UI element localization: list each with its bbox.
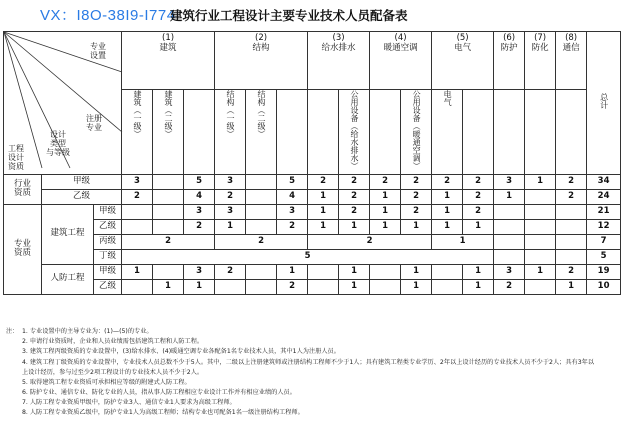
group-industry: 行业 资质: [4, 174, 42, 204]
cell: 2: [401, 174, 432, 189]
grade-jia: 甲级: [94, 264, 122, 279]
label-zhuce-zhuanye: 注册 专业: [86, 114, 102, 133]
cell: [494, 249, 525, 264]
cell: 1: [401, 279, 432, 294]
cell: 4: [184, 189, 215, 204]
table-row: [4, 264, 621, 279]
total-cell: 5: [587, 249, 621, 264]
cell: 1: [463, 264, 494, 279]
table-row: [4, 174, 621, 189]
total-cell: 19: [587, 264, 621, 279]
category-jiegou: (2) 结构: [215, 32, 308, 90]
grade-jia: 甲级: [42, 174, 122, 189]
category-jianzhu: (1) 建筑: [122, 32, 215, 90]
watermark: VX：I8O-38I9-I774: [40, 7, 176, 24]
note-item: 2. 申请行业资质时，企业和人员业绩需包括建筑工程和人防工程。: [22, 338, 204, 346]
cell: [494, 204, 525, 219]
cell: [525, 189, 556, 204]
header: [0, 0, 600, 30]
total-cell: 10: [587, 279, 621, 294]
cell: 5: [184, 174, 215, 189]
cell: 3: [184, 204, 215, 219]
cell: 1: [339, 219, 370, 234]
sub-geishui-reg: 公用设备（给水排水）: [339, 90, 370, 175]
cell: 2: [401, 189, 432, 204]
cell: [556, 249, 587, 264]
cell: [494, 234, 525, 249]
cell: 4: [277, 189, 308, 204]
cell: [153, 189, 184, 204]
note-item: 5. 取得建筑工程专业资质可承担相应等级的附建式人防工程。: [22, 378, 191, 386]
category-fanghua: (7) 防化: [525, 32, 556, 90]
cell: [153, 264, 184, 279]
table-row: [4, 279, 621, 294]
cell: [525, 219, 556, 234]
cell: 1: [370, 189, 401, 204]
grade-yi: 乙级: [94, 219, 122, 234]
cell: 3: [122, 174, 153, 189]
cell: 2: [122, 189, 153, 204]
cell: 3: [494, 174, 525, 189]
cell: 2: [494, 279, 525, 294]
cell: 1: [432, 234, 494, 249]
cell: 1: [463, 279, 494, 294]
sub-dianqi-blank: [463, 90, 494, 175]
category-fanghu: (6) 防护: [494, 32, 525, 90]
cell: 1: [370, 219, 401, 234]
cell: [308, 279, 339, 294]
note-item: 8. 人防工程专业资质乙级中，防护专业1人为高级工程师；结构专业也可配备1名一级注册结构工程师。: [22, 409, 304, 417]
cell: 1: [339, 264, 370, 279]
cell: 3: [215, 204, 246, 219]
note-item: 3. 建筑工程丙级资质的专业设置中，(3)给水排水、(4)暖通空调专业各配备1名专业技术人员，其中1人为注册人员。: [22, 348, 340, 356]
cell: 1: [432, 189, 463, 204]
cell: 2: [432, 174, 463, 189]
cell: 2: [339, 204, 370, 219]
cell: [556, 204, 587, 219]
cell: 3: [215, 174, 246, 189]
sub-nuantong-blank: [370, 90, 401, 175]
cell: 2: [556, 189, 587, 204]
note-item: 7. 人防工程专业资质甲级中，防护专业3人、通信专业1人要求为高级工程师。: [22, 399, 236, 407]
notes: [6, 327, 596, 418]
cell: 2: [122, 234, 215, 249]
cell: [122, 219, 153, 234]
cell: [246, 174, 277, 189]
cell: 1: [277, 264, 308, 279]
sub-jianzhu-blank: [184, 90, 215, 175]
cell: 2: [308, 174, 339, 189]
staffing-table: [3, 31, 621, 295]
cell: [370, 279, 401, 294]
cell: 2: [463, 174, 494, 189]
total-cell: 24: [587, 189, 621, 204]
sub-jiegou-1: 结构（一级）: [215, 90, 246, 175]
cell: [246, 264, 277, 279]
sub-fanghua-blank: [525, 90, 556, 175]
total-cell: 21: [587, 204, 621, 219]
grade-yi: 乙级: [94, 279, 122, 294]
label-zhuanye-shezhi: 专业 设置: [90, 42, 106, 61]
cell: 2: [339, 174, 370, 189]
cell: 1: [122, 264, 153, 279]
category-header-row: [4, 32, 621, 90]
cell: 1: [370, 204, 401, 219]
category-geishui: (3) 给水排水: [308, 32, 370, 90]
cell: [370, 264, 401, 279]
cell: 1: [525, 264, 556, 279]
type-civil-defense: 人防工程: [42, 264, 94, 294]
sub-dianqi-reg: 电气: [432, 90, 463, 175]
cell: [525, 249, 556, 264]
cell: [153, 174, 184, 189]
note-item: 4. 建筑工程丁级资质的专业设置中，专业技术人员总数不少于5人。其中，二级以上注册建筑师或注册结构工程师不少于1人；具有建筑工程类专业学历、2年以上设计经历的专业技术人员不少于2人；具有3年以上设计经历，参与过至少2项工程设计的专业技术人员不少于2人。: [22, 358, 595, 376]
sub-jianzhu-2: 建筑（二级）: [153, 90, 184, 175]
cell: 1: [556, 279, 587, 294]
cell: 1: [153, 279, 184, 294]
cell: [525, 204, 556, 219]
table-row: [4, 189, 621, 204]
sub-nuantong-reg: 公用设备（暖通空调）: [401, 90, 432, 175]
cell: 1: [401, 264, 432, 279]
total-header: 总计: [587, 32, 621, 175]
cell: 1: [339, 279, 370, 294]
note-item: 6. 防护专业、通信专业、防化专业的人员，指从事人防工程相应专业设计工作并有相应业绩的人员。: [22, 388, 296, 396]
category-dianqi: (5) 电气: [432, 32, 494, 90]
cell: [153, 219, 184, 234]
table-row: [4, 219, 621, 234]
cell: 1: [215, 219, 246, 234]
cell: 3: [494, 264, 525, 279]
cell: 2: [215, 189, 246, 204]
cell: [246, 219, 277, 234]
cell: 1: [308, 189, 339, 204]
table-row: [4, 234, 621, 249]
cell: 1: [525, 174, 556, 189]
table-row: [4, 249, 621, 264]
cell: 1: [432, 204, 463, 219]
cell: 1: [308, 219, 339, 234]
category-nuantong: (4) 暖通空调: [370, 32, 432, 90]
cell: 1: [308, 204, 339, 219]
cell: 2: [556, 264, 587, 279]
cell: [246, 189, 277, 204]
cell: [494, 219, 525, 234]
grade-yi: 乙级: [42, 189, 122, 204]
group-major: 专业 资质: [4, 204, 42, 294]
cell: 2: [277, 219, 308, 234]
grade-jia: 甲级: [94, 204, 122, 219]
notes-label: 注：: [6, 328, 19, 335]
cell: 5: [277, 174, 308, 189]
grade-bing: 丙级: [94, 234, 122, 249]
cell: [122, 279, 153, 294]
page-title: 建筑行业工程设计主要专业技术人员配备表: [170, 8, 408, 23]
cell: [432, 264, 463, 279]
cell: [246, 204, 277, 219]
sub-jiegou-blank: [277, 90, 308, 175]
cell: [308, 264, 339, 279]
cell: 2: [215, 264, 246, 279]
label-gongcheng-sheji-ziliu: 工程 设计 资质: [8, 144, 24, 172]
total-cell: 12: [587, 219, 621, 234]
cell: 3: [184, 264, 215, 279]
cell: 1: [432, 219, 463, 234]
cell: 2: [401, 204, 432, 219]
cell: [556, 219, 587, 234]
cell: 2: [215, 234, 308, 249]
cell: 2: [277, 279, 308, 294]
type-building: 建筑工程: [42, 204, 94, 264]
cell: 2: [463, 189, 494, 204]
cell: [556, 234, 587, 249]
cell: 2: [184, 219, 215, 234]
cell: 2: [463, 204, 494, 219]
sub-fanghu-blank: [494, 90, 525, 175]
total-cell: 34: [587, 174, 621, 189]
cell: [246, 279, 277, 294]
cell: [153, 204, 184, 219]
cell: 2: [370, 174, 401, 189]
sub-jianzhu-1: 建筑（一级）: [122, 90, 153, 175]
note-item: 注： 1. 专业设置中的主导专业为：(1)—(5)的专业。: [6, 327, 596, 337]
grade-ding: 丁级: [94, 249, 122, 264]
cell: 1: [494, 189, 525, 204]
cell: 3: [277, 204, 308, 219]
cell: 2: [556, 174, 587, 189]
cell: 1: [463, 219, 494, 234]
corner-cell: [4, 32, 122, 175]
cell: 2: [308, 234, 432, 249]
category-tongxin: (8) 通信: [556, 32, 587, 90]
sub-jiegou-2: 结构（二级）: [246, 90, 277, 175]
sub-geishui-blank: [308, 90, 339, 175]
cell: 2: [339, 189, 370, 204]
cell: 5: [122, 249, 494, 264]
cell: 1: [184, 279, 215, 294]
label-sheji-leixing: 设计 类型 与等级: [46, 130, 70, 158]
table-row: [4, 204, 621, 219]
sub-tongxin-blank: [556, 90, 587, 175]
cell: [525, 234, 556, 249]
cell: [525, 279, 556, 294]
total-cell: 7: [587, 234, 621, 249]
cell: [122, 204, 153, 219]
cell: 1: [401, 219, 432, 234]
cell: [215, 279, 246, 294]
cell: [432, 279, 463, 294]
